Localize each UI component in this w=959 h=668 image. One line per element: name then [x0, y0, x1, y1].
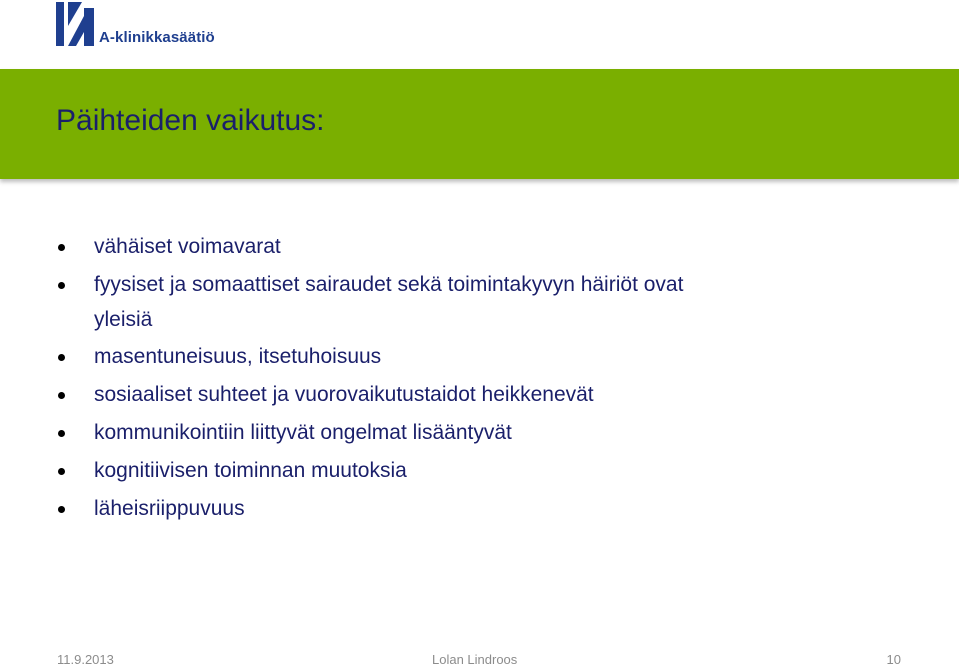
bullet-item: [56, 453, 906, 489]
bullet-dot-icon: [58, 392, 65, 399]
page-number: 10: [886, 652, 901, 667]
bullet-text: läheisriippuvuus: [94, 497, 245, 520]
bullet-dot-icon: [58, 244, 65, 251]
bullet-text: sosiaaliset suhteet ja vuorovaikutustaidot heikkenevät: [94, 383, 594, 406]
bullet-item: [56, 339, 906, 375]
title-band: [0, 69, 959, 179]
bullet-dot-icon: [58, 354, 65, 361]
slide-title: Päihteiden vaikutus:: [56, 104, 325, 137]
footer-author: Lolan Lindroos: [432, 652, 518, 667]
bullet-item: [56, 267, 714, 337]
bullet-list: [56, 229, 906, 529]
bullet-dot-icon: [58, 506, 65, 513]
logo: [56, 2, 256, 48]
bullet-item: [56, 415, 906, 451]
bullet-text: vähäiset voimavarat: [94, 235, 281, 258]
bullet-text: kognitiivisen toiminnan muutoksia: [94, 459, 407, 482]
bullet-dot-icon: [58, 282, 65, 289]
bullet-text: masentuneisuus, itsetuhoisuus: [94, 345, 382, 368]
bullet-dot-icon: [58, 468, 65, 475]
bullet-text: kommunikointiin liittyvät ongelmat lisääntyvät: [94, 421, 512, 444]
logo-text: A-klinikkasäätiö: [99, 29, 215, 46]
bullet-dot-icon: [58, 430, 65, 437]
bullet-text: fyysiset ja somaattiset sairaudet sekä toimintakyvyn häiriöt ovat yleisiä: [94, 273, 684, 331]
bullet-item: [56, 377, 906, 413]
bullet-item: [56, 229, 906, 265]
a-klinikka-logo-icon: [56, 2, 96, 46]
footer-date: 11.9.2013: [57, 652, 114, 667]
bullet-item: [56, 491, 906, 527]
